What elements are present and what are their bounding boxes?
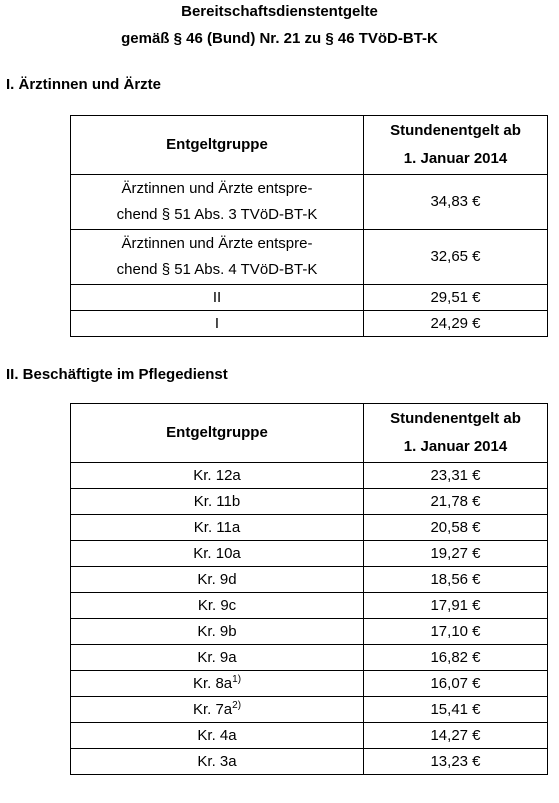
table-header-row <box>71 116 548 175</box>
rate-cell: 18,56 € <box>364 567 548 593</box>
group-cell: Kr. 9b <box>71 619 364 645</box>
group-cell: Kr. 12a <box>71 463 364 489</box>
table-row <box>71 645 548 671</box>
table-pflegedienst <box>70 403 548 775</box>
rate-cell: 14,27 € <box>364 723 548 749</box>
group-cell: Kr. 4a <box>71 723 364 749</box>
column-header-rate: Stundenentgelt ab 1. Januar 2014 <box>364 404 548 463</box>
table-row <box>71 619 548 645</box>
table-row <box>71 311 548 337</box>
group-cell: Kr. 11b <box>71 489 364 515</box>
column-header-rate: Stundenentgelt ab 1. Januar 2014 <box>364 116 548 175</box>
table-row <box>71 489 548 515</box>
document-subtitle: gemäß § 46 (Bund) Nr. 21 zu § 46 TVöD-BT-K <box>121 30 438 47</box>
table-row <box>71 671 548 697</box>
rate-cell: 16,82 € <box>364 645 548 671</box>
table-row <box>71 175 548 230</box>
table-row <box>71 723 548 749</box>
group-cell: Kr. $7a^{2)}$ <box>71 697 364 723</box>
table-row <box>71 515 548 541</box>
group-cell: Kr. 9a <box>71 645 364 671</box>
rate-cell: 24,29 € <box>364 311 548 337</box>
table-row <box>71 593 548 619</box>
rate-cell: 15,41 € <box>364 697 548 723</box>
section-heading-aerzte: I. Ärztinnen und Ärzte <box>6 76 161 93</box>
group-cell: Kr. 10a <box>71 541 364 567</box>
table-row <box>71 697 548 723</box>
group-cell: Kr. $8a^{1)}$ <box>71 671 364 697</box>
group-cell: Kr. 9c <box>71 593 364 619</box>
group-cell: Kr. 9d <box>71 567 364 593</box>
group-cell: Ärztinnen und Ärzte entspre- chend § 51 Abs. 3 TVöD-BT-K <box>71 175 364 230</box>
table-row <box>71 567 548 593</box>
group-cell: II <box>71 285 364 311</box>
group-cell: Kr. 3a <box>71 749 364 775</box>
group-cell: Kr. 11a <box>71 515 364 541</box>
rate-cell: 13,23 € <box>364 749 548 775</box>
rate-cell: 32,65 € <box>364 230 548 285</box>
rate-cell: 34,83 € <box>364 175 548 230</box>
rate-cell: 19,27 € <box>364 541 548 567</box>
rate-cell: 29,51 € <box>364 285 548 311</box>
table-aerzte <box>70 115 548 337</box>
table-row <box>71 541 548 567</box>
footnote-marker: 2) <box>232 699 242 711</box>
group-cell: Ärztinnen und Ärzte entspre- chend § 51 Abs. 4 TVöD-BT-K <box>71 230 364 285</box>
rate-cell: 17,91 € <box>364 593 548 619</box>
rate-cell: 20,58 € <box>364 515 548 541</box>
table-row <box>71 285 548 311</box>
table-row <box>71 230 548 285</box>
rate-cell: 21,78 € <box>364 489 548 515</box>
rate-cell: 16,07 € <box>364 671 548 697</box>
column-header-group: Entgeltgruppe <box>71 116 364 175</box>
rate-cell: 17,10 € <box>364 619 548 645</box>
section-heading-pflegedienst: II. Beschäftigte im Pflegedienst <box>6 366 228 383</box>
table-row <box>71 749 548 775</box>
table-row <box>71 463 548 489</box>
group-cell: I <box>71 311 364 337</box>
table-header-row <box>71 404 548 463</box>
footnote-marker: 1) <box>232 673 242 685</box>
rate-cell: 23,31 € <box>364 463 548 489</box>
column-header-group: Entgeltgruppe <box>71 404 364 463</box>
document-title: Bereitschaftsdienstentgelte <box>181 3 378 20</box>
